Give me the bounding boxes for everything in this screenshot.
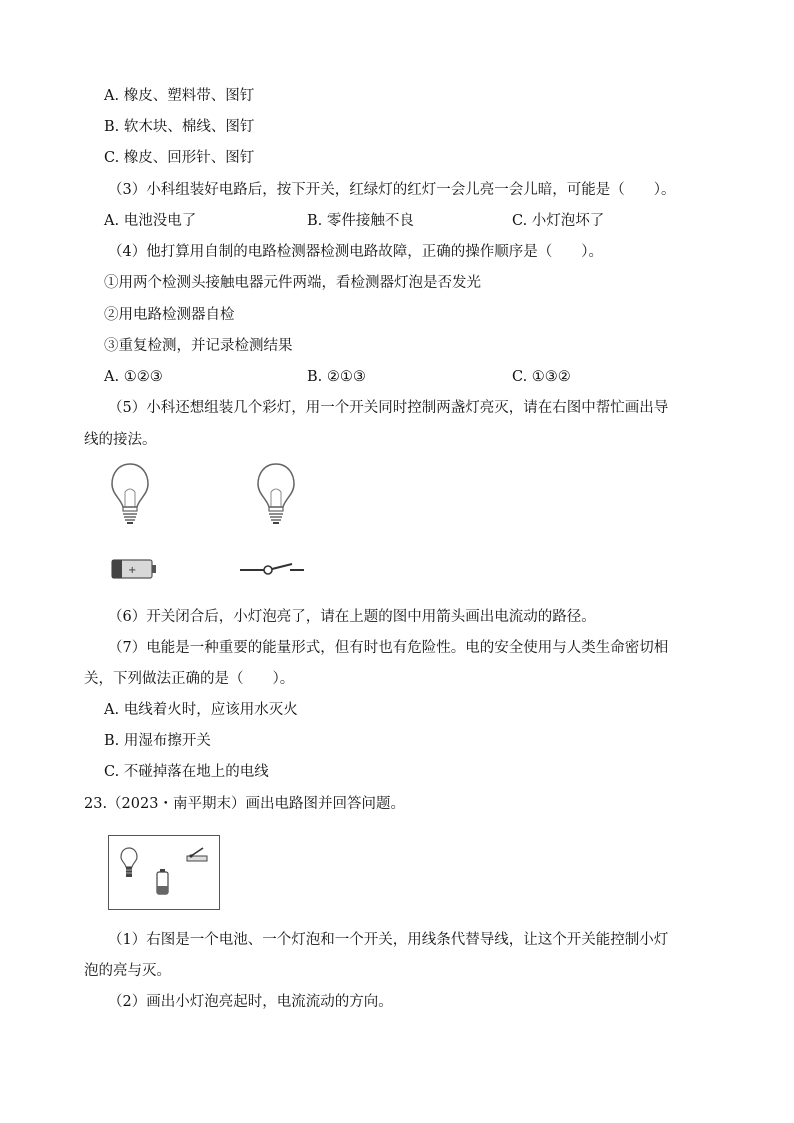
- q7-stem-line1: （7）电能是一种重要的能量形式，但有时也有危险性。电的安全使用与人类生命密切相: [108, 640, 669, 656]
- q3-option-c[interactable]: C. 小灯泡坏了: [512, 213, 605, 229]
- q23-sub1-line1: （1）右图是一个电池、一个灯泡和一个开关，用线条代替导线，让这个开关能控制小灯: [108, 932, 669, 948]
- q23-sub2: （2）画出小灯泡亮起时，电流流动的方向。: [108, 994, 393, 1010]
- switch-icon: [240, 564, 304, 574]
- q23-circuit-figure: [109, 836, 219, 909]
- q7-stem-line2: 关，下列做法正确的是（ ）。: [84, 671, 295, 687]
- q5-stem-line1: （5）小科还想组装几个彩灯，用一个开关同时控制两盏灯亮灭，请在右图中帮忙画出导: [108, 400, 669, 416]
- battery-icon: [112, 560, 156, 578]
- bulb-icon: [112, 464, 148, 523]
- battery-icon: [157, 869, 168, 894]
- bulb-icon: [258, 464, 294, 523]
- bulb-icon: [121, 848, 137, 877]
- circuit-parts-figure: [100, 458, 320, 588]
- q7-option-c[interactable]: C. 不碰掉落在地上的电线: [104, 764, 269, 780]
- q4-stem: （4）他打算用自制的电路检测器检测电路故障，正确的操作顺序是（ ）。: [108, 244, 603, 260]
- q4-option-a[interactable]: A. ①②③: [104, 369, 163, 385]
- q4-option-c[interactable]: C. ①③②: [512, 369, 571, 385]
- q4-step-1: ①用两个检测头接触电器元件两端，看检测器灯泡是否发光: [104, 275, 481, 291]
- option-c-clip[interactable]: C. 橡皮、回形针、图钉: [104, 150, 255, 166]
- q5-stem-line2: 线的接法。: [84, 432, 157, 448]
- q3-option-a[interactable]: A. 电池没电了: [104, 213, 197, 229]
- q4-step-2: ②用电路检测器自检: [104, 307, 235, 323]
- q3-stem: （3）小科组装好电路后，按下开关，红绿灯的红灯一会儿亮一会儿暗，可能是（ ）。: [108, 182, 676, 198]
- option-a-rubber[interactable]: A. 橡皮、塑料带、图钉: [104, 88, 255, 104]
- option-b-cork[interactable]: B. 软木块、棉线、图钉: [104, 119, 255, 135]
- q7-option-a[interactable]: A. 电线着火时，应该用水灭火: [104, 702, 298, 718]
- svg-text:+: +: [128, 565, 137, 576]
- q23-title: 23.（2023・南平期末）画出电路图并回答问题。: [84, 796, 405, 812]
- q4-step-3: ③重复检测，并记录检测结果: [104, 338, 293, 354]
- q6-stem: （6）开关闭合后，小灯泡亮了，请在上题的图中用箭头画出电流动的路径。: [108, 609, 596, 625]
- q3-option-b[interactable]: B. 零件接触不良: [307, 213, 414, 229]
- q23-circuit-box: [108, 835, 220, 910]
- q7-option-b[interactable]: B. 用湿布擦开关: [104, 733, 211, 749]
- q4-option-b[interactable]: B. ②①③: [307, 369, 366, 385]
- switch-icon: [187, 848, 207, 861]
- q23-sub1-line2: 泡的亮与灭。: [84, 963, 171, 979]
